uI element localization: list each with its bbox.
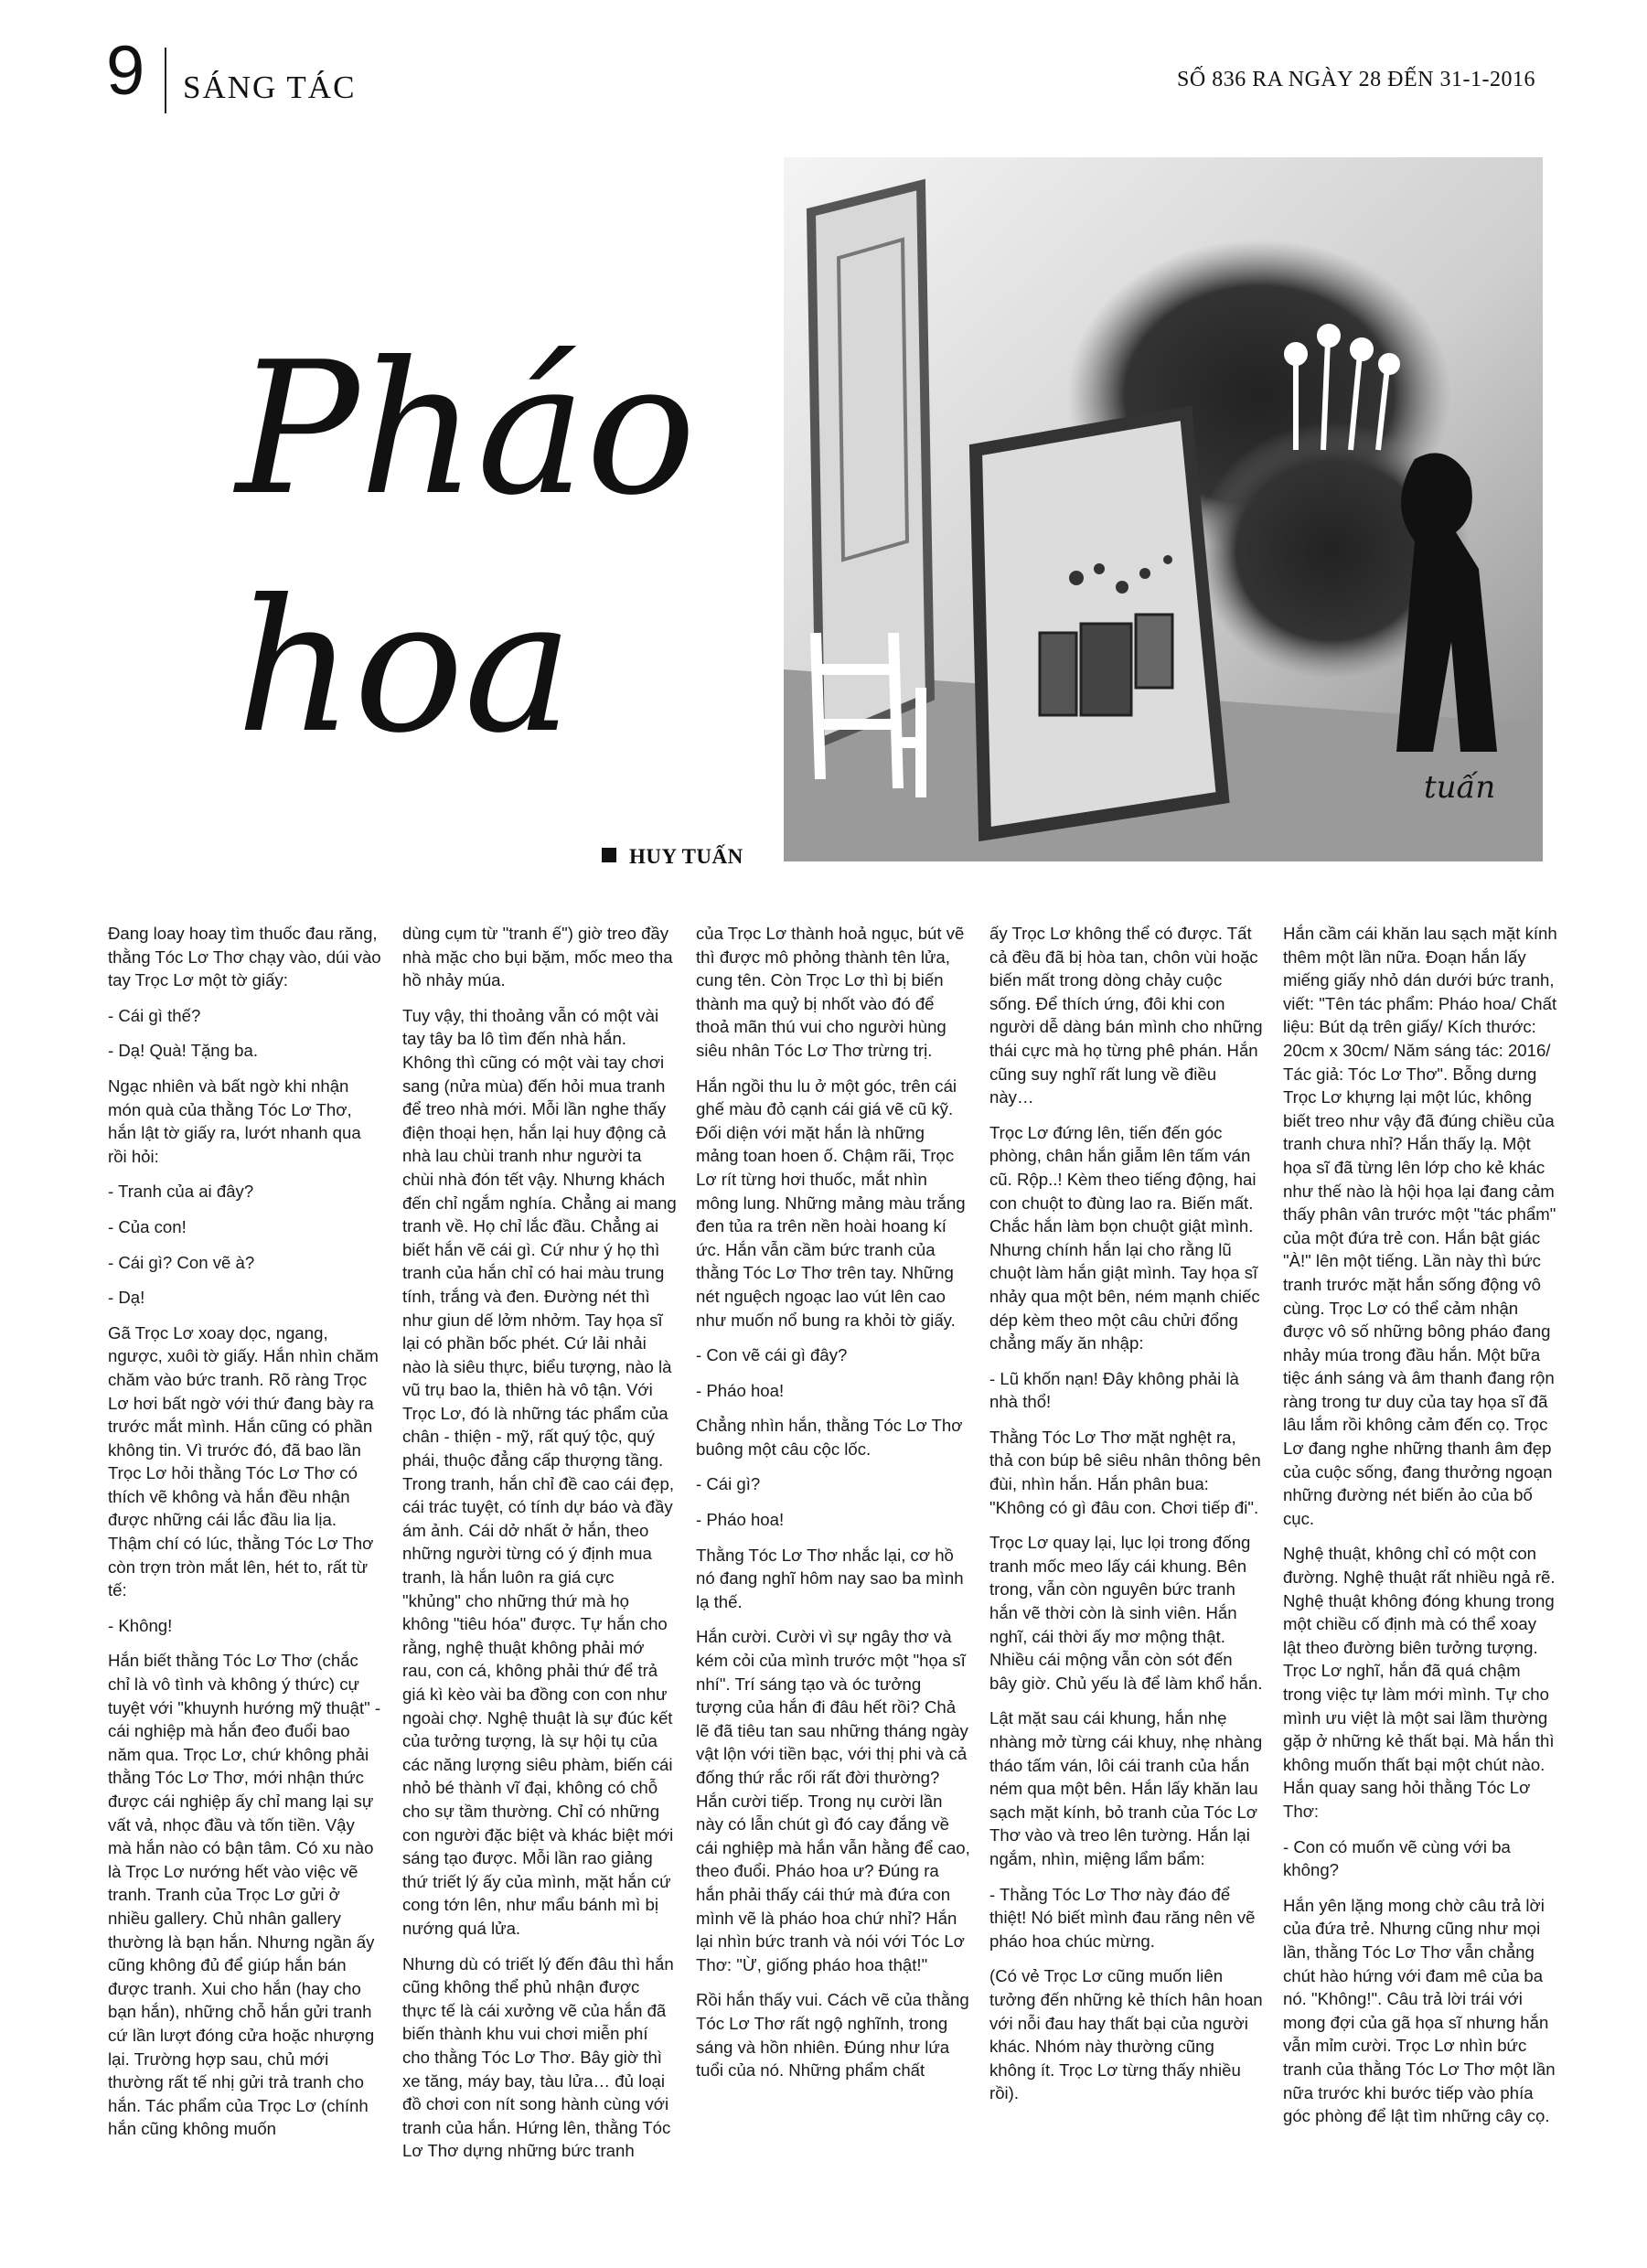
paragraph: - Cái gì thế? — [108, 1005, 201, 1025]
paragraph: - Cái gì? — [696, 1474, 761, 1494]
article-title — [236, 311, 794, 786]
paragraph: Hắn biết thằng Tóc Lơ Thơ (chắc chỉ là vô tình và không ý thức) cự tuyệt với "khuynh hướng mỹ thuật" - cái nghiệp mà hắn đeo đuổi bao năm qua. Trọc Lơ, chứ không phải thằng Tóc Lơ Thơ, mới nhận thức được cái nghiệp ấy chỉ mang lại sự vất vả, nhọc đầu và tốn tiền. Vậy mà hắn nào có bận tâm. Có xu nào là Trọc Lơ nướng hết vào việc vẽ tranh. Tranh của Trọc Lơ gửi ở nhiều gallery. Chủ nhân gallery thường là bạn hắn. Nhưng ngần ấy cũng không đủ để giúp hắn bán được tranh. Xui cho hắn (hay cho bạn hắn), những chỗ hắn gửi tranh cứ lần lượt đóng cửa hoặc nhượng lại. Trường hợp sau, chủ mới thường rất tế nhị gửi trả tranh cho hắn. Tác phẩm của Trọc Lơ (chính hắn cũng không muốn — [108, 1651, 381, 2139]
paragraph: Rồi hắn thấy vui. Cách vẽ của thằng Tóc Lơ Thơ rất ngộ nghĩnh, trong sáng và hồn nhiên. Đúng như lứa tuổi của nó. Những phẩm chất — [696, 1990, 969, 2081]
text-column-4 — [989, 922, 1264, 2239]
byline-square-icon — [602, 848, 616, 862]
paragraph: Trọc Lơ quay lại, lục lọi trong đống tranh mốc meo lấy cái khung. Bên trong, vẫn còn nguyên bức tranh hắn vẽ thời còn là sinh viên. Hắn nghĩ, cái thời ấy mơ mộng thật. Nhiều cái mộng vẫn còn sót đến bây giờ. Chủ yếu là để làm khổ hắn. — [989, 1533, 1263, 1693]
paragraph: Hắn cười. Cười vì sự ngây thơ và kém cỏi của mình trước một "họa sĩ nhí". Trí sáng tạo và óc tưởng tượng của hắn đi đâu hết rồi? Chả lẽ đã tiêu tan sau những tháng ngày vật lộn với tiền bạc, với thị phi và cả đống thứ rắc rối rất đời thường? Hắn cười tiếp. Trong nụ cười lần này có lẫn chút gì đó cay đắng về cái nghiệp mà hắn vẫn hằng để cao, theo đuổi. Pháo hoa ư? Đúng ra hắn phải thấy cái thứ mà đứa con mình vẽ là pháo hoa chứ nhỉ? Hắn lại nhìn bức tranh và nói với Tóc Lơ Thơ: "Ừ, giống pháo hoa thật!" — [696, 1627, 970, 1974]
text-column-3 — [696, 922, 970, 2239]
paragraph: dùng cụm từ "tranh ế") giờ treo đầy nhà mặc cho bụi bặm, mốc meo tha hồ nhảy múa. — [402, 924, 673, 990]
title-line-1: Pháo — [236, 323, 697, 536]
paragraph: Lật mặt sau cái khung, hắn nhẹ nhàng mở từng cái khuy, nhẹ nhàng tháo tấm ván, lôi cái tranh của hắn ném qua một bên. Hắn lấy khăn lau sạch mặt kính, bỏ tranh của Tóc Lơ Thơ vào và treo lên tường. Hắn lại ngắm, nhìn, miệng lẩm bẩm: — [989, 1708, 1263, 1868]
text-column-2 — [402, 922, 677, 2239]
paragraph: - Của con! — [108, 1216, 187, 1236]
paragraph: - Thằng Tóc Lơ Thơ này đáo để thiệt! Nó biết mình đau răng nên vẽ pháo hoa chúc mừng. — [989, 1884, 1256, 1951]
paragraph: - Dạ! Quà! Tặng ba. — [108, 1041, 258, 1061]
author-byline — [602, 845, 743, 869]
illustration-signature: tuấn — [1424, 769, 1496, 806]
paragraph: Hắn ngồi thu lu ở một góc, trên cái ghế màu đỏ cạnh cái giá vẽ cũ kỹ. Đối diện với mặt hắn là những mảng toan hoen ố. Chậm rãi, Trọc Lơ rít từng hơi thuốc, mắt nhìn mông lung. Những mảng màu trắng đen tủa ra trên nền hoài hoang kí ức. Hắn vẫn cầm bức tranh của thằng Tóc Lơ Thơ trên tay. Những nét nguệch ngoạc lao vút lên cao như muốn nổ bung ra khỏi tờ giấy. — [696, 1075, 966, 1330]
paragraph: - Con vẽ cái gì đây? — [696, 1345, 848, 1365]
paragraph: - Không! — [108, 1615, 173, 1635]
text-column-1 — [108, 922, 382, 2239]
paragraph: Thằng Tóc Lơ Thơ nhắc lại, cơ hồ nó đang nghĩ hôm nay sao ba mình lạ thế. — [696, 1545, 964, 1611]
issue-info: SỐ 836 RA NGÀY 28 ĐẾN 31-1-2016 — [1177, 68, 1535, 91]
text-column-5 — [1283, 922, 1557, 2239]
paragraph: - Cái gì? Con vẽ à? — [108, 1252, 255, 1272]
paragraph: - Dạ! — [108, 1288, 145, 1308]
paragraph: Hắn yên lặng mong chờ câu trả lời của đứa trẻ. Nhưng cũng như mọi lần, thằng Tóc Lơ Thơ vẫn chẳng chút hào hứng với đam mê của ba nó. "Không!". Câu trả lời trái với mong đợi của gã họa sĩ nhưng hắn vẫn mỉm cười. Trọc Lơ nhìn bức tranh của thằng Tóc Lơ Thơ một lần nữa trước khi bước tiếp vào phía góc phòng để lật tìm những cây cọ. — [1283, 1895, 1556, 2126]
paragraph: của Trọc Lơ thành hoả ngục, bút vẽ thì được mô phỏng thành tên lửa, cung tên. Còn Trọc Lơ thì bị biến thành ma quỷ bị nhốt vào đó để thoả mãn thú vui cho người hùng siêu nhân Tóc Lơ Thơ trừng trị. — [696, 924, 965, 1060]
paragraph: - Tranh của ai đây? — [108, 1182, 254, 1202]
paragraph: Nghệ thuật, không chỉ có một con đường. Nghệ thuật rất nhiều ngả rẽ. Nghệ thuật không đóng khung trong một chiều cố định mà có thể xoay lật theo đường biên tưởng tượng. Trọc Lơ nghĩ, hắn đã quá chậm trong việc tự làm mới mình. Tự cho mình ưu việt là một sai lầm thường gặp ở những kẻ thất bại. Mà hắn thì không muốn thất bại một chút nào. Hắn quay sang hỏi thằng Tóc Lơ Thơ: — [1283, 1544, 1556, 1821]
paragraph: Ngạc nhiên và bất ngờ khi nhận món quà của thằng Tóc Lơ Thơ, hắn lật tờ giấy ra, lướt nhanh qua rồi hỏi: — [108, 1075, 361, 1166]
paragraph: Nhưng dù có triết lý đến đâu thì hắn cũng không thể phủ nhận được thực tế là cái xưởng vẽ của hắn đã biến thành khu vui chơi miễn phí cho thằng Tóc Lơ Thơ. Bây giờ thì xe tăng, máy bay, tàu lửa… đủ loại đồ chơi con nít song hành cùng với tranh của hắn. Hứng lên, thằng Tóc Lơ Thơ dựng những bức tranh — [402, 1953, 674, 2161]
paragraph: (Có vẻ Trọc Lơ cũng muốn liên tưởng đến những kẻ thích hân hoan với nỗi đau hay thất bại của người khác. Nhóm này thường cũng không ít. Trọc Lơ từng thấy nhiều rồi). — [989, 1966, 1263, 2103]
header-divider — [165, 48, 166, 113]
article-illustration — [784, 157, 1543, 861]
paragraph: - Pháo hoa! — [696, 1510, 785, 1530]
paragraph: Chẳng nhìn hắn, thằng Tóc Lơ Thơ buông một câu cộc lốc. — [696, 1416, 963, 1459]
title-line-2: hoa — [236, 561, 573, 774]
author-name: HUY TUẤN — [629, 845, 743, 868]
section-title: SÁNG TÁC — [183, 70, 357, 105]
page-number: 9 — [106, 32, 145, 110]
paragraph: - Lũ khốn nạn! Đây không phải là nhà thổ! — [989, 1368, 1239, 1412]
paragraph: - Pháo hoa! — [696, 1380, 785, 1400]
paragraph: Trọc Lơ đứng lên, tiến đến góc phòng, chân hắn giẫm lên tấm ván cũ. Rộp..! Kèm theo tiếng động, hai con chuột to đùng lao ra. Biến mất. Chắc hắn làm bọn chuột giật mình. Nhưng chính hắn lại cho rằng lũ chuột làm hắn giật mình. Tay họa sĩ nhảy qua một bên, ném mạnh chiếc dép kèm theo một câu chửi đổng chẳng mấy ăn nhập: — [989, 1122, 1260, 1353]
paragraph: Thằng Tóc Lơ Thơ mặt nghệt ra, thả con búp bê siêu nhân thông bên đùi, nhìn hắn. Hắn phân bua: "Không có gì đâu con. Chơi tiếp đi". — [989, 1427, 1261, 1517]
paragraph: Gã Trọc Lơ xoay dọc, ngang, ngược, xuôi tờ giấy. Hắn nhìn chăm chăm vào bức tranh. Rõ ràng Trọc Lơ hơi bất ngờ với thứ đang bày ra trước mắt mình. Hắn cũng có phần không tin. Vì trước đó, đã bao lần Trọc Lơ hỏi thằng Tóc Lơ Thơ có thích vẽ không và hắn đều nhận được những cái lắc đầu lia lịa. Thậm chí có lúc, thằng Tóc Lơ Thơ còn trợn tròn mắt lên, hét to, rất từ tế: — [108, 1322, 379, 1600]
paragraph: ấy Trọc Lơ không thể có được. Tất cả đều đã bị hòa tan, chôn vùi hoặc biến mất trong dòng chảy cuộc sống. Để thích ứng, đôi khi con người dễ dàng bán mình cho những thái cực mà họ từng phê phán. Hắn cũng suy nghĩ rất lung về điều này… — [989, 924, 1263, 1107]
paragraph: Hắn cầm cái khăn lau sạch mặt kính thêm một lần nữa. Đoạn hắn lấy miếng giấy nhỏ dán dưới bức tranh, viết: "Tên tác phẩm: Pháo hoa/ Chất liệu: Bút dạ trên giấy/ Kích thước: 20cm x 30cm/ Năm sáng tác: 2016/ Tác giả: Tóc Lơ Thơ". Bỗng dưng Trọc Lơ khựng lại một lúc, không biết treo như vậy đã đúng chiều của tranh chưa nhỉ? Hắn thấy lạ. Một họa sĩ đã từng lên lớp cho kẻ khác như thế nào là hội họa lại đang cảm thấy phân vân trước một "tác phẩm" của một đứa trẻ con. Hắn bật giác "À!" lên một tiếng. Lần này thì bức tranh trước mặt hắn sống động vô cùng. Trọc Lơ có thể cảm nhận được vô số những bông pháo đang nhảy múa trong đầu hắn. Một bữa tiệc ánh sáng và âm thanh đang rộn ràng trong tư duy của tay họa sĩ đã lâu lắm rồi không cảm đến cọ. Trọc Lơ đang nghe những thanh âm đẹp của cuộc sống, đang thưởng ngoạn những đường nét biến ảo của bố cục. — [1283, 924, 1557, 1528]
paragraph: - Con có muốn vẽ cùng với ba không? — [1283, 1836, 1511, 1880]
paragraph: Tuy vậy, thi thoảng vẫn có một vài tay tây ba lô tìm đến nhà hắn. Không thì cũng có một vài tay chơi sang (nửa mùa) đến hỏi mua tranh để treo nhà mới. Mỗi lần nghe thấy điện thoại hẹn, hắn lại huy động cả nhà lau chùi tranh như người ta chùi nhà đón tết vậy. Nhưng khách đến chỉ ngắm nghía. Chẳng ai mang tranh về. Họ chỉ lắc đầu. Chẳng ai biết hắn vẽ cái gì. Cứ như ý họ thì tranh của hắn chỉ có hai màu trung tính, trắng và đen. Đường nét thì như giun dế lởm nhởm. Tay họa sĩ lại có phần bốc phét. Cứ lải nhải nào là siêu thực, biểu tượng, nào là vũ trụ bao la, thiên hà vô tận. Với Trọc Lơ, đó là những tác phẩm của chân - thiện - mỹ, rất quý tộc, quý phái, thuộc đẳng cấp thượng tầng. Trong tranh, hắn chỉ đề cao cái đẹp, cái trác tuyệt, có tính dự báo và đầy ám ảnh. Cái dở nhất ở hắn, theo những người từng có ý định mua tranh, là hắn luôn ra giá cực "khủng" cho những thứ mà họ không "tiêu hóa" được. Tự hắn cho rằng, nghệ thuật không phải mớ rau, con cá, không phải thứ để trả giá kì kèo vài ba đồng con con như ngoài chợ. Nghệ thuật là sự đúc kết của tưởng tượng, là sự hội tụ của các năng lượng siêu phàm, biến cái nhỏ bé thành vĩ đại, không có chỗ cho sự tầm thường. Chỉ có những con người đặc biệt và khác biệt mới sáng tạo được. Mỗi lần rao giảng thứ triết lý ấy của mình, mặt hắn cứ cong tớn lên, như mẩu bánh mì bị nướng quá lửa. — [402, 1005, 677, 1938]
paragraph: Đang loay hoay tìm thuốc đau răng, thằng Tóc Lơ Thơ chạy vào, dúi vào tay Trọc Lơ một tờ giấy: — [108, 924, 381, 990]
